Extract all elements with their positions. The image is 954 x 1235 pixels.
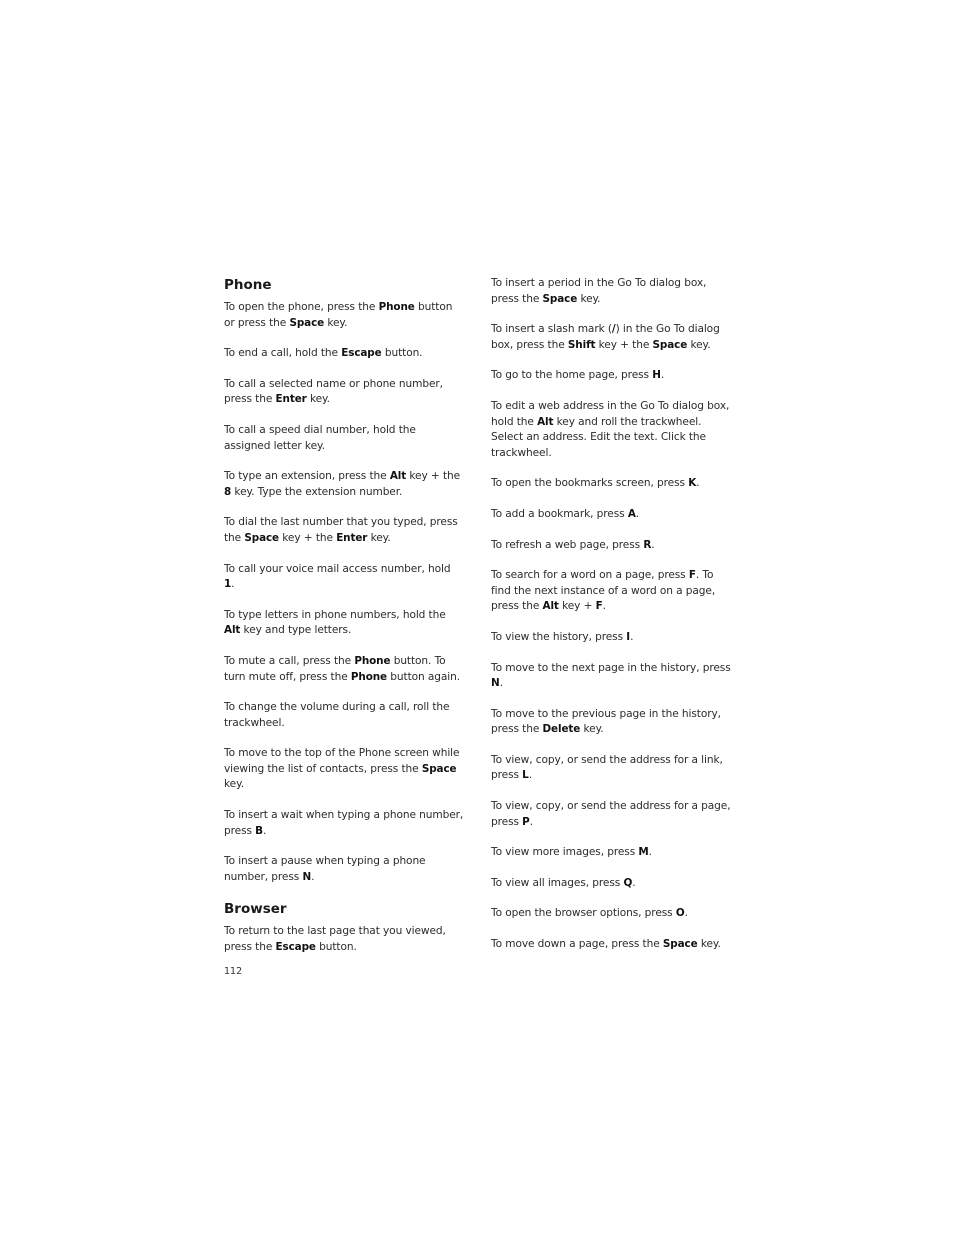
instruction-item xyxy=(491,476,731,492)
key-name: Space xyxy=(542,292,578,305)
key-name: Q xyxy=(623,876,633,889)
instruction-item xyxy=(491,707,731,738)
key-name: / xyxy=(611,323,616,336)
instruction-text: To insert a slash mark ( xyxy=(491,323,612,336)
instruction-item xyxy=(224,300,464,331)
instruction-text: To edit a web address in the Go To dialog box, hold the xyxy=(491,399,730,428)
instruction-text: To open the bookmarks screen, press xyxy=(491,477,689,490)
instruction-text: key. Type the extension number. xyxy=(231,485,403,498)
instruction-text: key. xyxy=(697,938,721,951)
instruction-item xyxy=(224,469,464,500)
instruction-item xyxy=(224,346,464,362)
instruction-item xyxy=(491,368,731,384)
instruction-text: To dial the last number that you typed, press the xyxy=(224,516,458,544)
instruction-text: . xyxy=(263,824,267,837)
instruction-item xyxy=(491,568,731,615)
instruction-item xyxy=(491,399,731,461)
key-name: N xyxy=(302,870,312,883)
instruction-text: To move down a page, press the xyxy=(491,938,663,951)
instruction-text: . xyxy=(529,815,533,828)
instruction-text: To view, copy, or send the address for a page, press xyxy=(491,800,731,828)
instruction-text: key and type letters. xyxy=(240,624,352,637)
instruction-text: ) in the Go To dialog box, press the xyxy=(491,323,720,351)
section-heading-browser: Browser xyxy=(224,901,287,918)
key-name: B xyxy=(255,824,263,837)
instruction-text: To move to the next page in the history, press xyxy=(491,661,731,674)
key-name: L xyxy=(522,769,529,782)
right-column xyxy=(491,276,731,968)
instruction-item xyxy=(224,746,464,793)
instruction-text: To view the history, press xyxy=(491,630,627,643)
instruction-text: . xyxy=(499,677,503,690)
instruction-item xyxy=(491,276,731,307)
instruction-text: . xyxy=(630,630,634,643)
instruction-text: To view more images, press xyxy=(491,846,639,859)
key-name: Alt xyxy=(537,415,554,428)
instruction-text: key. xyxy=(577,292,601,305)
instruction-text: key + the xyxy=(279,531,337,544)
instruction-text: key. xyxy=(224,778,245,791)
instruction-text: . xyxy=(602,600,606,613)
instruction-text: . xyxy=(660,369,665,382)
instruction-item xyxy=(224,608,464,639)
instruction-text: To call a speed dial number, hold the assigned letter key. xyxy=(224,423,416,452)
instruction-item xyxy=(491,799,731,830)
instruction-text: key + the xyxy=(595,338,653,351)
instruction-text: To refresh a web page, press xyxy=(491,538,644,551)
instruction-item xyxy=(491,322,731,353)
instruction-text: button again. xyxy=(387,670,461,683)
instruction-text: To return to the last page that you viewed, press the xyxy=(224,925,446,954)
instruction-text: key. xyxy=(687,338,711,351)
instruction-text: key + the xyxy=(406,470,461,483)
page-number: 112 xyxy=(224,966,243,977)
instruction-text: To open the phone, press the xyxy=(224,301,379,313)
instruction-text: button. xyxy=(315,941,357,954)
instruction-item xyxy=(491,845,731,861)
instruction-text: button. xyxy=(381,347,423,360)
instruction-item xyxy=(224,423,464,454)
instruction-text: To add a bookmark, press xyxy=(491,507,628,520)
left-column xyxy=(224,276,464,971)
key-name: Alt xyxy=(542,600,559,613)
key-name: 8 xyxy=(224,485,232,498)
key-name: K xyxy=(688,477,697,490)
key-name: M xyxy=(638,846,649,859)
instruction-text: . xyxy=(528,769,532,782)
key-name: N xyxy=(491,677,500,690)
instruction-item xyxy=(224,700,464,731)
key-name: Phone xyxy=(350,670,388,683)
instruction-text: To type letters in phone numbers, hold the xyxy=(224,608,446,621)
key-name: Space xyxy=(662,938,698,951)
phone-instructions xyxy=(224,300,464,885)
key-name: Enter xyxy=(336,531,368,544)
key-name: Space xyxy=(421,762,457,775)
instruction-text: To end a call, hold the xyxy=(224,347,342,360)
instruction-text: To go to the home page, press xyxy=(491,369,653,382)
instruction-text: To insert a period in the Go To dialog box, press the xyxy=(491,277,707,305)
instruction-text: To insert a wait when typing a phone number, press xyxy=(224,809,464,837)
instruction-item xyxy=(224,654,464,685)
instruction-item xyxy=(224,924,464,955)
key-name: F xyxy=(595,600,603,613)
instruction-item xyxy=(224,515,464,546)
instruction-text: button or press the xyxy=(224,301,453,329)
instruction-text: . xyxy=(648,846,652,859)
key-name: Space xyxy=(244,531,279,544)
instruction-item xyxy=(224,377,464,408)
instruction-text: key. xyxy=(324,316,348,329)
instruction-text: To open the browser options, press xyxy=(491,907,676,920)
instruction-text: To search for a word on a page, press xyxy=(491,569,689,582)
instruction-text: key. xyxy=(580,723,604,736)
instruction-item xyxy=(224,854,464,885)
instruction-text: key + xyxy=(558,600,596,613)
key-name: A xyxy=(627,507,636,520)
instruction-item xyxy=(491,661,731,692)
key-name: R xyxy=(643,538,652,551)
instruction-text: key. xyxy=(306,393,330,406)
instruction-text: . xyxy=(231,578,235,591)
browser-instructions xyxy=(224,924,464,955)
instruction-text: . xyxy=(311,870,315,883)
key-name: I xyxy=(626,630,631,643)
instruction-item xyxy=(491,630,731,646)
instruction-text: To change the volume during a call, roll the trackwheel. xyxy=(224,701,450,729)
instruction-text: . xyxy=(684,907,688,920)
instruction-item xyxy=(491,507,731,523)
key-name: F xyxy=(688,569,696,582)
instruction-item xyxy=(491,538,731,554)
browser-instructions-continued xyxy=(491,276,731,953)
instruction-text: key and roll the trackwheel. Select an address. Edit the text. Click the trackwheel. xyxy=(491,415,706,459)
key-name: Escape xyxy=(275,941,316,954)
instruction-text: . xyxy=(635,507,640,520)
key-name: Alt xyxy=(224,624,241,637)
instruction-item xyxy=(491,937,731,953)
key-name: O xyxy=(675,907,685,920)
instruction-text: To view all images, press xyxy=(491,876,624,889)
instruction-text: . xyxy=(632,876,636,889)
instruction-text: To type an extension, press the xyxy=(224,470,390,483)
instruction-text: . xyxy=(651,538,655,551)
instruction-text: To move to the previous page in the history, press the xyxy=(491,707,721,736)
instruction-text: . To find the next instance of a word on a page, press the xyxy=(491,569,716,613)
instruction-text: . xyxy=(696,477,700,490)
key-name: Shift xyxy=(567,338,596,351)
key-name: Alt xyxy=(389,470,407,483)
instruction-item xyxy=(491,753,731,784)
instruction-text: To move to the top of the Phone screen while viewing the list of contacts, press the xyxy=(224,747,460,775)
key-name: H xyxy=(652,369,661,382)
key-name: 1 xyxy=(224,578,232,591)
instruction-text: To call a selected name or phone number, press the xyxy=(224,377,443,406)
instruction-text: key. xyxy=(367,531,391,544)
key-name: Delete xyxy=(542,723,581,736)
instruction-text: button. To turn mute off, press the xyxy=(224,654,446,683)
instruction-item xyxy=(224,562,464,593)
key-name: P xyxy=(522,815,530,828)
instruction-item xyxy=(491,906,731,922)
instruction-text: To mute a call, press the xyxy=(224,654,355,667)
key-name: Phone xyxy=(354,654,391,667)
key-name: Phone xyxy=(378,301,415,313)
instruction-item xyxy=(224,808,464,839)
key-name: Escape xyxy=(341,347,382,360)
instruction-text: To insert a pause when typing a phone number, press xyxy=(224,855,426,883)
section-heading-phone: Phone xyxy=(224,277,272,293)
key-name: Space xyxy=(289,316,325,329)
key-name: Enter xyxy=(275,393,307,406)
key-name: Space xyxy=(652,338,688,351)
instruction-text: To call your voice mail access number, hold xyxy=(224,562,451,575)
instruction-item xyxy=(491,876,731,892)
instruction-text: To view, copy, or send the address for a link, press xyxy=(491,753,723,782)
